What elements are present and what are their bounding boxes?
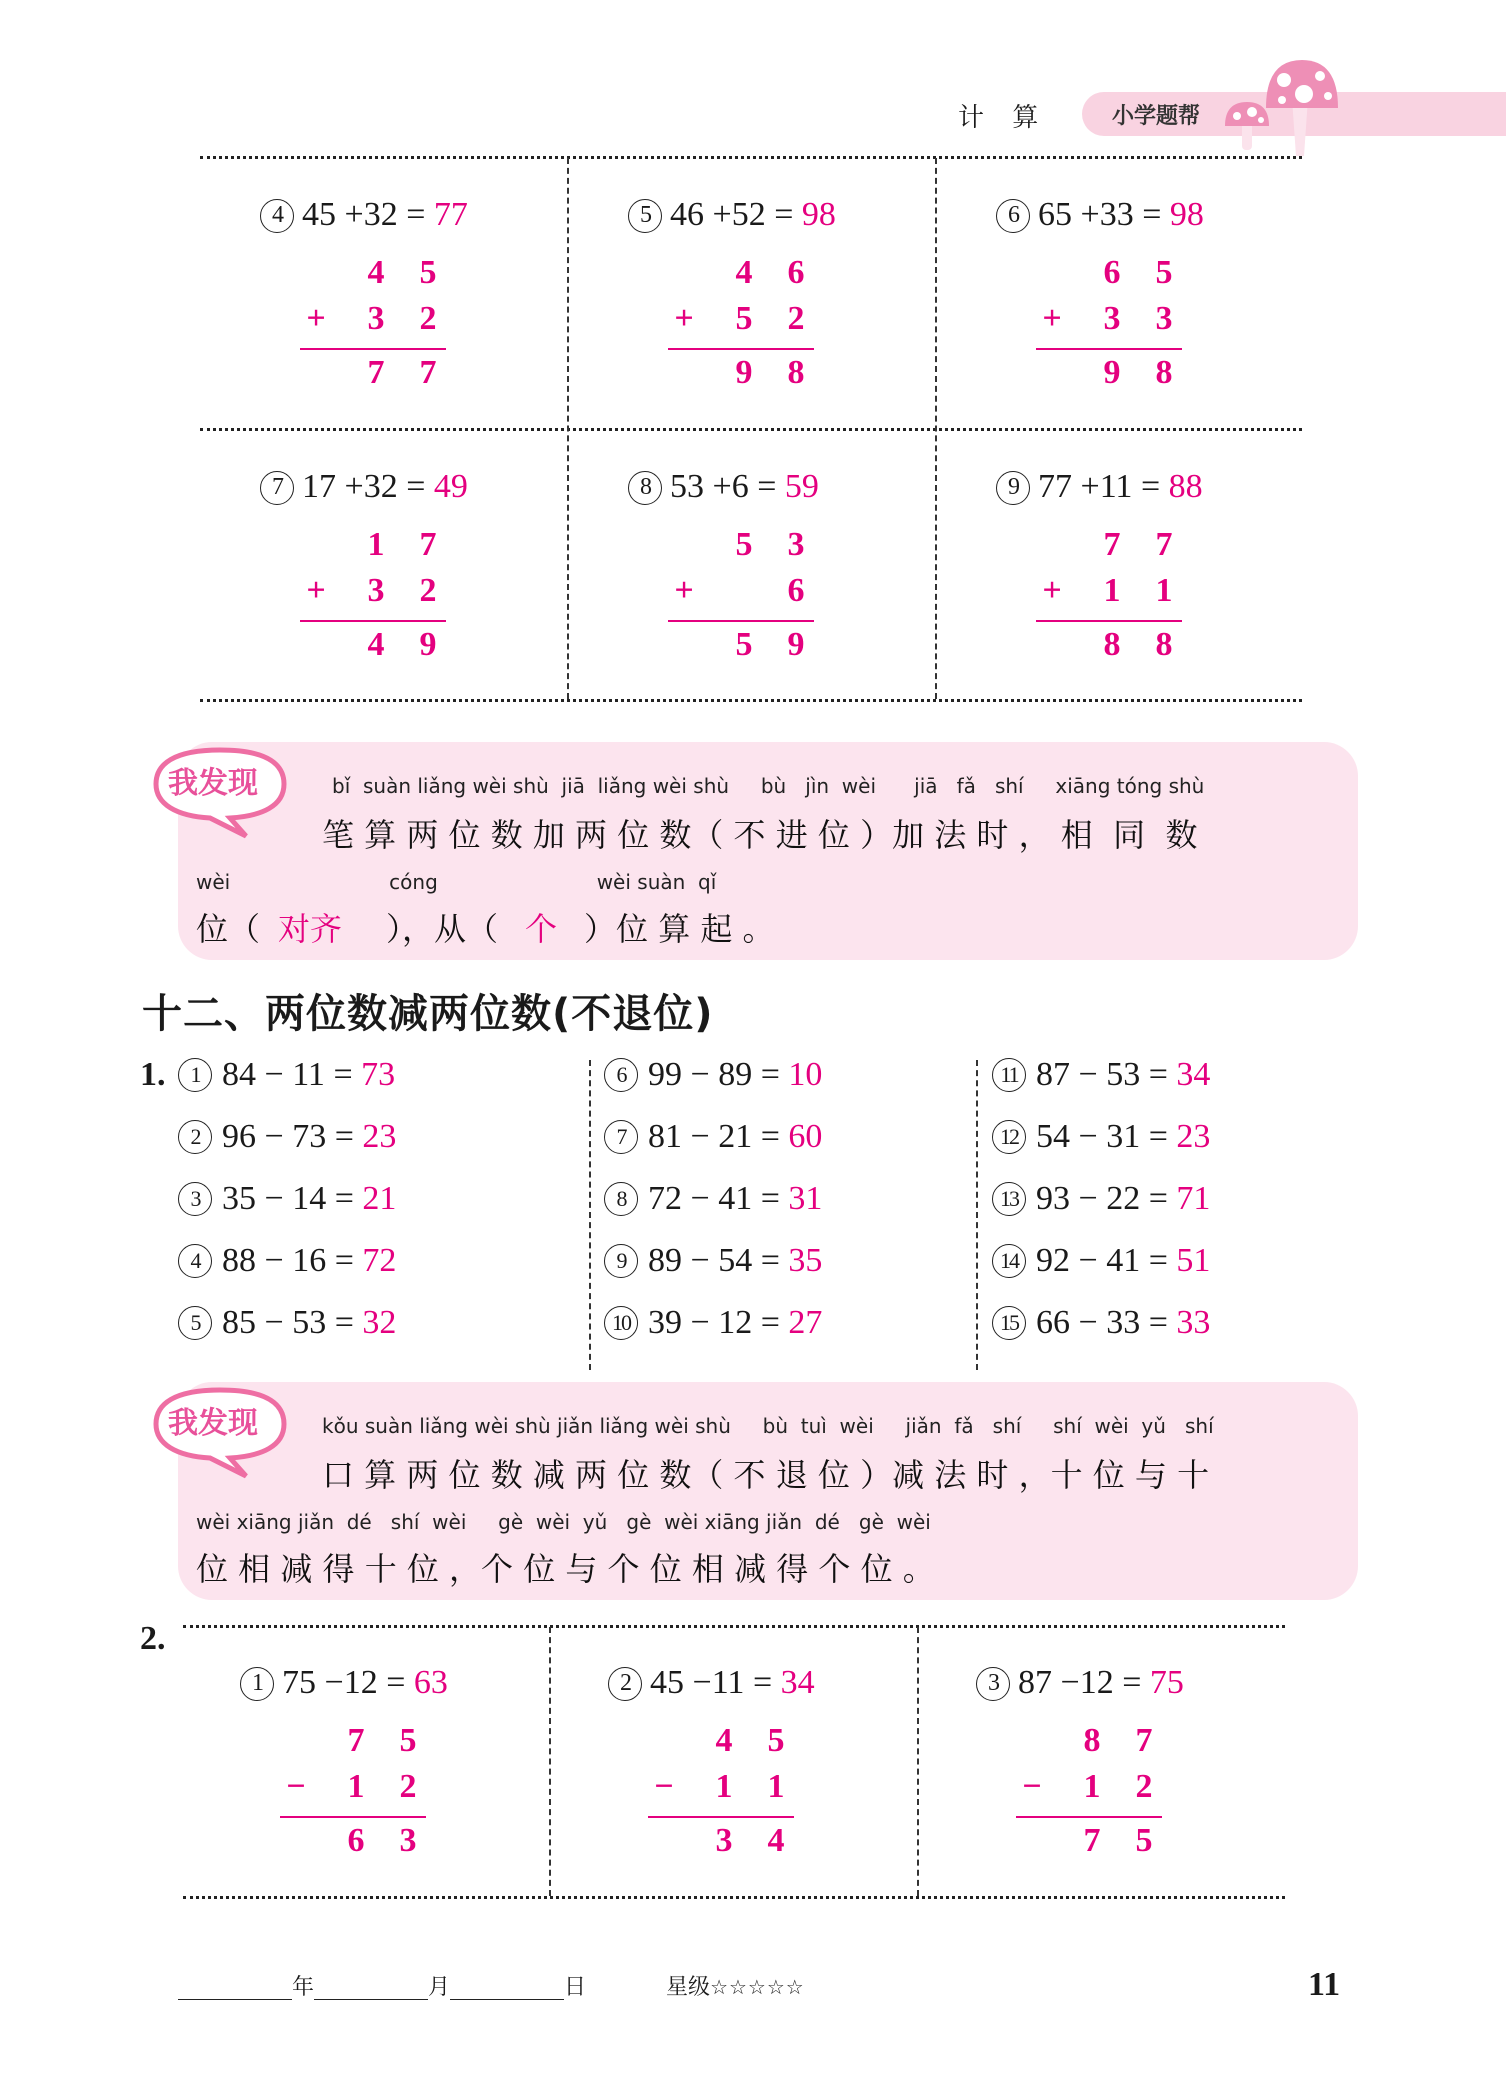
equation: 5 46 +52 = 98 [628,196,836,234]
operator: + [712,468,732,505]
item-number-badge: 2 [608,1667,642,1701]
operator: − [692,1664,712,1701]
operand-b: 52 [731,196,766,233]
answer[interactable]: 59 [784,468,819,505]
equation: 7 17 +32 = 49 [260,468,468,506]
grid-top-line [183,1625,1285,1628]
operand-b: 11 [711,1664,745,1701]
vertical-calculation [1036,254,1182,400]
equation: 2 45 −11 = 34 [608,1664,815,1702]
digit: 5 [735,526,753,563]
operand-b: 32 [363,468,398,505]
list-item: 8 72 − 41 = 31 [604,1180,822,1218]
grid-divider [917,1627,919,1896]
item-number-badge: 1 [178,1058,212,1092]
digit: 2 [787,300,805,337]
rule-text: 位（ [196,910,261,948]
year-label: 年 [292,1975,315,2000]
vertical-top-row [300,526,446,572]
list-item: 1 84 − 11 = 73 [178,1056,395,1094]
list-item: 6 99 − 89 = 10 [604,1056,822,1094]
vertical-top-row [668,526,814,572]
vertical-operator: − [1022,1768,1042,1805]
item-number-badge: 2 [178,1120,212,1154]
digit: 3 [367,300,385,337]
operator: − [1060,1664,1080,1701]
operand-b: 53 [1106,1056,1141,1093]
answer[interactable]: 23 [362,1118,397,1155]
vertical-operator: − [654,1768,674,1805]
vertical-top-row [648,1722,794,1768]
item-number-badge: 3 [976,1667,1010,1701]
operand-a: 17 [302,468,336,505]
item-number-badge: 8 [604,1182,638,1216]
answer[interactable]: 49 [433,468,468,505]
operand-a: 87 [1018,1664,1052,1701]
month-input[interactable] [314,1976,428,2000]
operand-b: 54 [718,1242,753,1279]
vertical-result-row [280,1822,426,1868]
item-number-badge: 4 [260,199,294,233]
operand-a: 45 [650,1664,684,1701]
answer[interactable]: 60 [788,1118,823,1155]
large-mushroom-icon [1262,58,1340,156]
operand-b: 31 [1106,1118,1141,1155]
section-title: 十二、两位数减两位数(不退位) [142,991,714,1037]
list-item: 2 96 − 73 = 23 [178,1118,396,1156]
vertical-top-row [300,254,446,300]
digit: 8 [1083,1722,1101,1759]
grid-divider [549,1627,551,1896]
operand-b: 12 [718,1304,753,1341]
operand-a: 88 [222,1242,256,1279]
equation: 3 87 −12 = 75 [976,1664,1184,1702]
operand-b: 73 [292,1118,327,1155]
digit: 4 [715,1722,733,1759]
year-input[interactable] [178,1976,292,2000]
digit[interactable]: 9 [735,354,753,391]
answer[interactable]: 75 [1149,1664,1184,1701]
item-number-badge: 13 [992,1182,1026,1216]
digit: 4 [735,254,753,291]
list-item: 12 54 − 31 = 23 [992,1118,1210,1156]
item-number-badge: 5 [628,199,662,233]
sum-line [280,1816,426,1818]
digit: 1 [347,1768,365,1805]
vertical-calculation [668,526,814,672]
digit: 5 [767,1722,785,1759]
vertical-calculation [300,254,446,400]
rule-text: ），从（ [386,910,499,948]
answer[interactable]: 73 [361,1056,396,1093]
digit: 5 [419,254,437,291]
list-item: 3 35 − 14 = 21 [178,1180,396,1218]
operand-a: 39 [648,1304,682,1341]
digit: 3 [367,572,385,609]
operand-a: 54 [1036,1118,1070,1155]
sum-line [668,348,814,350]
list-item: 13 93 − 22 = 71 [992,1180,1210,1218]
answer[interactable]: 27 [788,1304,823,1341]
list-item: 11 87 − 53 = 34 [992,1056,1210,1094]
rule-text-line: 位 相 减 得 十 位 ，个 位 与 个 位 相 减 得 个 位 。 [196,1550,935,1588]
vertical-calculation [280,1722,426,1868]
item-number-badge: 14 [992,1244,1026,1278]
operand-b: 33 [1099,196,1134,233]
equation: 9 77 +11 = 88 [996,468,1203,506]
vertical-result-row [1036,626,1182,672]
operand-a: 87 [1036,1056,1070,1093]
digit: 3 [1155,300,1173,337]
pinyin-line: bǐ suàn liǎng wèi shù jiā liǎng wèi shù bù jìn wèi jiā fǎ shí xiāng tóng shù [332,774,1205,798]
vertical-operator: + [1042,300,1062,337]
vertical-operator: + [674,572,694,609]
answer[interactable]: 34 [780,1664,815,1701]
digit: 2 [419,572,437,609]
digit[interactable]: 6 [347,1822,365,1859]
rule-text-line: 口 算 两 位 数 减 两 位 数（ 不 退 位 ）减 法 时 ，十 位 与 十 [322,1456,1210,1494]
digit: 7 [1103,526,1121,563]
item-number-badge: 12 [992,1120,1026,1154]
vertical-mid-row [668,300,814,346]
operand-a: 66 [1036,1304,1070,1341]
rating-label: 星级 [666,1975,711,2000]
operand-b: 11 [1099,468,1133,505]
operand-a: 93 [1036,1180,1070,1217]
operand-b: 16 [292,1242,327,1279]
digit: 1 [1155,572,1173,609]
item-number-badge: 3 [178,1182,212,1216]
month-label: 月 [428,1975,451,2000]
sum-line [300,348,446,350]
page-number: 11 [1308,1966,1341,2003]
operand-b: 12 [343,1664,378,1701]
digit: 7 [1155,526,1173,563]
operand-a: 92 [1036,1242,1070,1279]
vertical-mid-row [1016,1768,1162,1814]
day-label: 日 [564,1975,587,2000]
rule-text-line: 笔 算 两 位 数 加 两 位 数（ 不 进 位 ）加 法 时 ， 相 同 数 [322,816,1198,854]
digit[interactable]: 5 [1135,1822,1153,1859]
digit[interactable]: 7 [367,354,385,391]
operator: + [344,196,364,233]
operand-a: 96 [222,1118,256,1155]
vertical-mid-row [668,572,814,618]
star-rating[interactable]: ☆☆☆☆☆ [710,1975,805,1999]
vertical-operator: + [306,300,326,337]
sum-line [1016,1816,1162,1818]
operand-a: 99 [648,1056,682,1093]
grid-bottom-line [183,1896,1285,1899]
digit: 6 [787,254,805,291]
digit: 1 [367,526,385,563]
digit: 6 [787,572,805,609]
vertical-operator: + [674,300,694,337]
vertical-calculation [1016,1722,1162,1868]
vertical-mid-row [300,300,446,346]
item-number-badge: 7 [604,1120,638,1154]
equation: 8 53 +6 = 59 [628,468,819,506]
grid-mid-line [200,428,1302,431]
item-number-badge: 5 [178,1306,212,1340]
answer[interactable]: 10 [788,1056,823,1093]
operator: + [1080,196,1100,233]
sum-line [1036,348,1182,350]
operand-b: 41 [718,1180,753,1217]
operand-b: 11 [292,1056,325,1093]
vertical-calculation [1036,526,1182,672]
digit: 6 [1103,254,1121,291]
item-number-badge: 6 [604,1058,638,1092]
operand-a: 77 [1038,468,1072,505]
vertical-calculation [648,1722,794,1868]
equation: 1 75 −12 = 63 [240,1664,448,1702]
digit[interactable]: 8 [1155,626,1173,663]
digit[interactable]: 9 [1103,354,1121,391]
rule-text-line [196,904,775,950]
operand-b: 32 [363,196,398,233]
operator: + [344,468,364,505]
answer[interactable]: 63 [413,1664,448,1701]
operand-b: 41 [1106,1242,1141,1279]
digit[interactable]: 9 [787,626,805,663]
vertical-operator: + [1042,572,1062,609]
answer[interactable]: 98 [1169,196,1204,233]
list-item: 4 88 − 16 = 72 [178,1242,396,1280]
operator: − [324,1664,344,1701]
vertical-top-row [280,1722,426,1768]
operand-a: 35 [222,1180,256,1217]
vertical-calculation [300,526,446,672]
digit: 2 [399,1768,417,1805]
grid-divider [935,158,937,699]
grid-bottom-line [200,699,1302,702]
item-number-badge: 4 [178,1244,212,1278]
vertical-top-row [668,254,814,300]
operand-b: 89 [718,1056,753,1093]
answer[interactable]: 31 [788,1180,823,1217]
digit[interactable]: 5 [735,626,753,663]
operand-a: 75 [282,1664,316,1701]
list-item: 15 66 − 33 = 33 [992,1304,1210,1342]
vertical-mid-row [300,572,446,618]
digit: 7 [1135,1722,1153,1759]
vertical-operator: + [306,572,326,609]
digit[interactable]: 8 [787,354,805,391]
operand-a: 65 [1038,196,1072,233]
vertical-calculation [668,254,814,400]
chapter-title: 计 算 [958,103,1049,133]
answer[interactable]: 77 [433,196,468,233]
grid-top-line [200,156,1302,159]
operand-b: 22 [1106,1180,1141,1217]
answer[interactable]: 23 [1176,1118,1211,1155]
digit[interactable]: 3 [715,1822,733,1859]
answer[interactable]: 51 [1176,1242,1211,1279]
item-number-badge: 10 [604,1306,638,1340]
equation: 4 45 +32 = 77 [260,196,468,234]
operand-b: 6 [731,468,749,505]
operand-a: 89 [648,1242,682,1279]
answer[interactable]: 34 [1176,1056,1211,1093]
vertical-top-row [1036,526,1182,572]
digit: 2 [1135,1768,1153,1805]
item-number-badge: 7 [260,471,294,505]
operand-a: 45 [302,196,336,233]
discovery-badge-label: 我发现 [168,766,258,801]
operator: + [712,196,732,233]
list-item: 14 92 − 41 = 51 [992,1242,1210,1280]
rule-text: ）位 算 起 。 [584,910,775,948]
answer[interactable]: 88 [1168,468,1203,505]
operand-a: 81 [648,1118,682,1155]
item-number-badge: 9 [996,471,1030,505]
sum-line [1036,620,1182,622]
item-number-badge: 8 [628,471,662,505]
list-item: 9 89 − 54 = 35 [604,1242,822,1280]
digit: 2 [419,300,437,337]
digit: 7 [419,526,437,563]
digit[interactable]: 7 [419,354,437,391]
operator: + [1080,468,1100,505]
item-number-badge: 15 [992,1306,1026,1340]
item-number-badge: 9 [604,1244,638,1278]
operand-a: 85 [222,1304,256,1341]
operand-b: 53 [292,1304,327,1341]
operand-b: 14 [292,1180,327,1217]
digit: 4 [367,254,385,291]
list-item: 7 81 − 21 = 60 [604,1118,822,1156]
digit: 1 [767,1768,785,1805]
vertical-operator: − [286,1768,306,1805]
vertical-result-row [1016,1822,1162,1868]
digit[interactable]: 9 [419,626,437,663]
question-number: 2. [140,1620,166,1657]
digit: 7 [347,1722,365,1759]
vertical-mid-row [648,1768,794,1814]
digit[interactable]: 7 [1083,1822,1101,1859]
operand-a: 53 [670,468,704,505]
answer[interactable]: 72 [362,1242,397,1279]
question-number: 1. [140,1056,166,1093]
digit: 5 [735,300,753,337]
vertical-result-row [668,354,814,400]
digit: 3 [1103,300,1121,337]
item-number-badge: 11 [992,1058,1026,1092]
vertical-mid-row [1036,300,1182,346]
grid-divider [567,158,569,699]
operand-a: 46 [670,196,704,233]
answer-fill-place: 个 [525,910,558,948]
discovery-badge-label: 我发现 [168,1406,258,1441]
digit: 1 [1103,572,1121,609]
digit[interactable]: 3 [399,1822,417,1859]
day-input[interactable] [450,1976,564,2000]
vertical-mid-row [1036,572,1182,618]
operand-b: 21 [718,1118,753,1155]
pinyin-line: kǒu suàn liǎng wèi shù jiǎn liǎng wèi shù bù tuì wèi jiǎn fǎ shí shí wèi yǔ shí [322,1414,1214,1438]
vertical-result-row [1036,354,1182,400]
pinyin-line: wèi cóng wèi suàn qǐ [196,870,717,894]
vertical-result-row [668,626,814,672]
sum-line [668,620,814,622]
digit[interactable]: 4 [767,1822,785,1859]
list-item: 5 85 − 53 = 32 [178,1304,396,1342]
equation: 6 65 +33 = 98 [996,196,1204,234]
digit: 5 [1155,254,1173,291]
sum-line [648,1816,794,1818]
answer[interactable]: 98 [801,196,836,233]
item-number-badge: 1 [240,1667,274,1701]
digit: 5 [399,1722,417,1759]
pinyin-line: wèi xiāng jiǎn dé shí wèi gè wèi yǔ gè wèi xiāng jiǎn dé gè wèi [196,1510,931,1534]
operand-a: 72 [648,1180,682,1217]
answer[interactable]: 21 [362,1180,397,1217]
digit[interactable]: 4 [367,626,385,663]
digit: 1 [715,1768,733,1805]
brand-name: 小学题帮 [1112,104,1201,129]
vertical-result-row [300,354,446,400]
column-divider [589,1060,591,1370]
operand-b: 12 [1079,1664,1114,1701]
vertical-top-row [1016,1722,1162,1768]
footer-date-rating [178,1970,805,2001]
column-divider [976,1060,978,1370]
digit: 1 [1083,1768,1101,1805]
vertical-top-row [1036,254,1182,300]
item-number-badge: 6 [996,199,1030,233]
digit[interactable]: 8 [1103,626,1121,663]
vertical-result-row [648,1822,794,1868]
digit: 3 [787,526,805,563]
operand-b: 33 [1106,1304,1141,1341]
vertical-result-row [300,626,446,672]
answer[interactable]: 32 [362,1304,397,1341]
answer[interactable]: 33 [1176,1304,1211,1341]
answer[interactable]: 71 [1176,1180,1211,1217]
answer-fill-align: 对齐 [278,910,343,948]
digit[interactable]: 8 [1155,354,1173,391]
vertical-mid-row [280,1768,426,1814]
answer[interactable]: 35 [788,1242,823,1279]
operand-a: 84 [222,1056,256,1093]
list-item: 10 39 − 12 = 27 [604,1304,822,1342]
sum-line [300,620,446,622]
